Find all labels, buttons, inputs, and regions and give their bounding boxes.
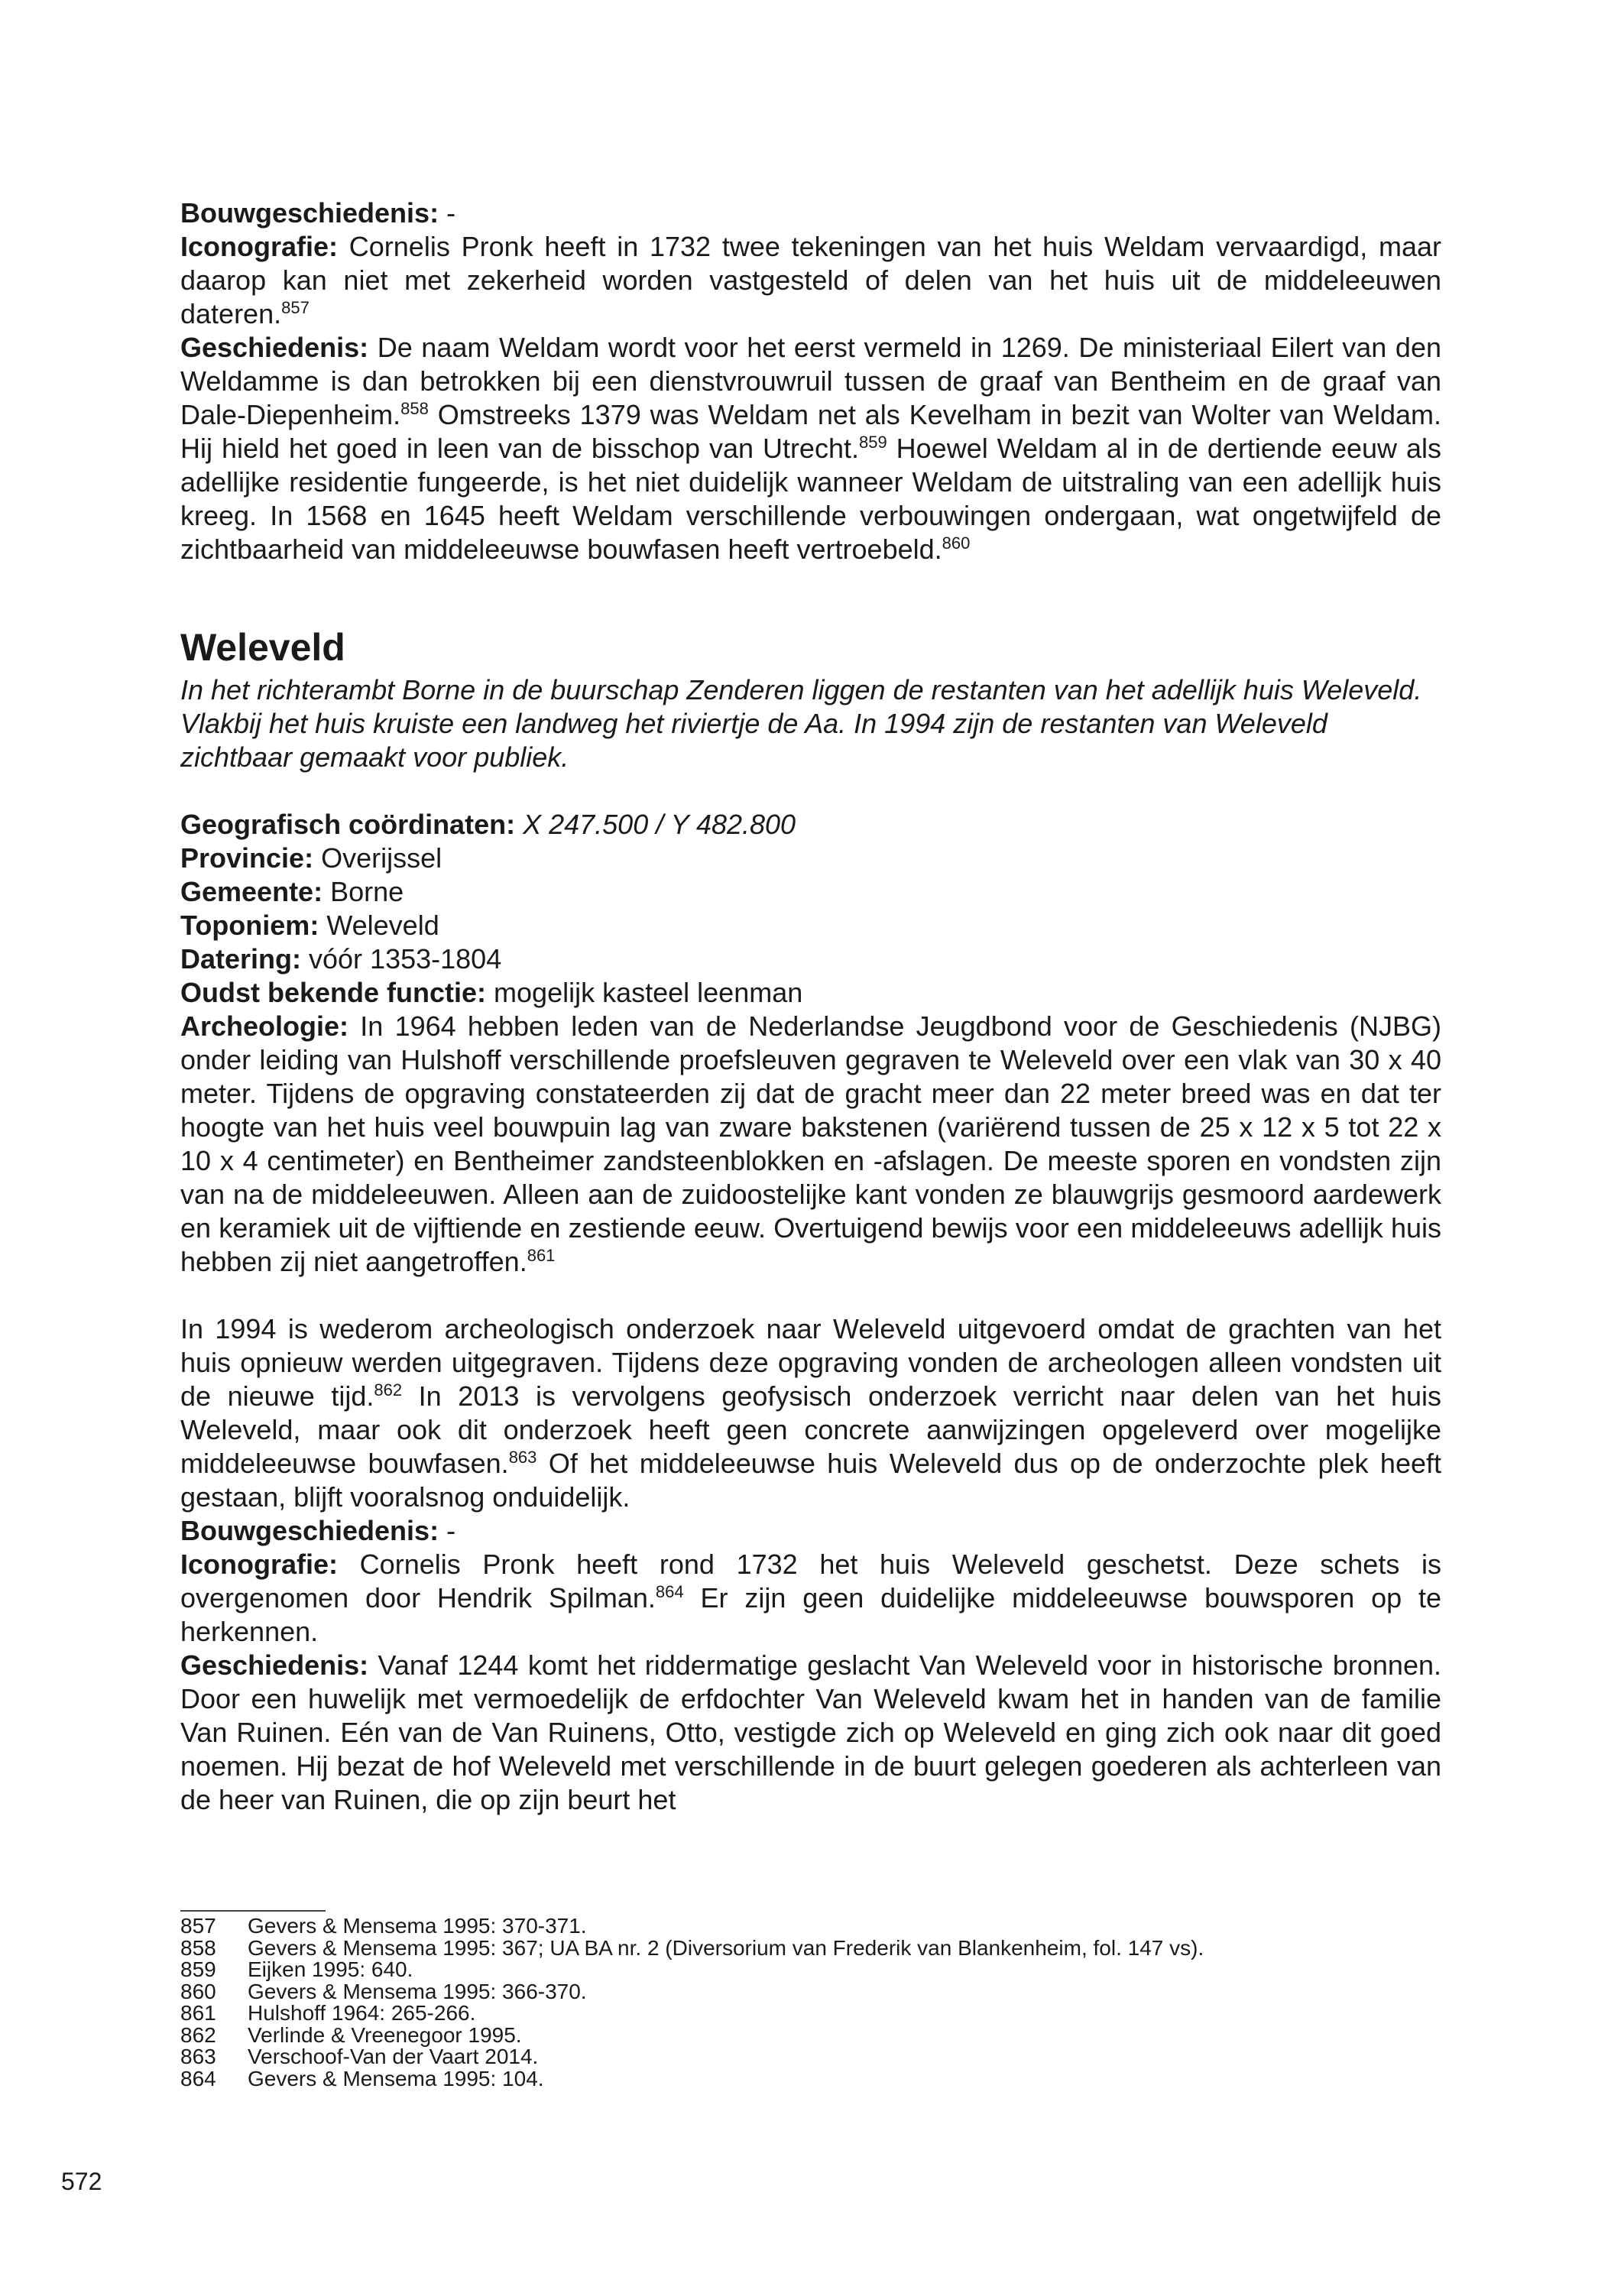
weleveld-facts	[180, 808, 1441, 1279]
footnote-ref: 858	[400, 399, 429, 418]
oudst-bekende-functie	[180, 976, 1441, 1010]
gemeente	[180, 875, 1441, 909]
datering	[180, 942, 1441, 976]
intro-text: In het richterambt Borne in de buurschap Zenderen liggen de restanten van het adellijk huis Weleveld. Vlakbij het huis kruiste een landweg het riviertje de Aa. In 1994 zijn de restanten van Weleveld zichtbaar gemaakt voor publiek.	[180, 674, 1422, 773]
text: Of het middeleeuwse huis Weleveld dus op de onderzochte plek heeft gestaan, blijft vooralsnog onduidelijk.	[180, 1448, 1441, 1513]
text: Hoewel Weldam al in de dertiende eeuw als adellijke residentie fungeerde, is het niet duidelijk wanneer Weldam de uitstraling van een adellijk huis kreeg. In 1568 en 1645 heeft Weldam verschillende verbouwingen ondergaan, wat ongetwijfeld de zichtbaarheid van middeleeuwse bouwfasen heeft vertroebeld.	[180, 433, 1441, 565]
archeologie	[180, 1010, 1441, 1279]
footnotes	[180, 1915, 1441, 2090]
footnote	[180, 1959, 1441, 1981]
footnote-number: 858	[180, 1935, 216, 1960]
footnote-ref: 861	[527, 1246, 556, 1265]
coordinates	[180, 808, 1441, 842]
label: Iconografie:	[180, 1549, 339, 1580]
weldam-iconografie	[180, 230, 1441, 331]
footnote	[180, 1915, 1441, 1938]
value: -	[439, 1515, 456, 1546]
weldam-bouwgeschiedenis	[180, 196, 1441, 230]
footnote-text: Gevers & Mensema 1995: 367; UA BA nr. 2 (Diversorium van Frederik van Blankenheim, fol. 147 vs).	[248, 1935, 1204, 1960]
footnote	[180, 2003, 1441, 2025]
value: vóór 1353-1804	[301, 943, 502, 975]
weleveld-iconografie	[180, 1548, 1441, 1649]
value: X 247.500 / Y 482.800	[515, 809, 796, 840]
footnote-ref: 864	[655, 1582, 684, 1601]
footnote-number: 860	[180, 1979, 216, 2003]
weleveld-onderzoek	[180, 1312, 1441, 1817]
page-number: 572	[61, 2168, 102, 2195]
footnote-ref: 860	[942, 534, 971, 553]
text: Cornelis Pronk heeft in 1732 twee tekeningen van het huis Weldam vervaardigd, maar daarop kan niet met zekerheid worden vastgesteld of delen van het huis uit de middeleeuwen dateren.	[180, 231, 1441, 329]
label: Geschiedenis:	[180, 332, 369, 363]
footnote	[180, 1981, 1441, 2003]
label: Gemeente:	[180, 876, 323, 907]
label: Geschiedenis:	[180, 1649, 369, 1681]
value: -	[439, 197, 456, 229]
footnote-number: 859	[180, 1957, 216, 1981]
label: Toponiem:	[180, 910, 319, 941]
footnote-number: 857	[180, 1914, 216, 1938]
footnote	[180, 1935, 1441, 1960]
footnote-text: Hulshoff 1964: 265-266.	[248, 2001, 476, 2025]
footnote-text: Verschoof-Van der Vaart 2014.	[248, 2045, 539, 2068]
weleveld-intro	[180, 673, 1441, 774]
footnote-text: Gevers & Mensema 1995: 366-370.	[248, 1979, 587, 2003]
footnote-ref: 857	[281, 298, 310, 317]
label: Oudst bekende functie:	[180, 977, 487, 1008]
label: Provincie:	[180, 842, 314, 874]
value: Overijssel	[313, 842, 442, 874]
text: In 1964 hebben leden van de Nederlandse Jeugdbond voor de Geschiedenis (NJBG) onder leiding van Hulshoff verschillende proefsleuven gegraven te Weleveld over een vlak van 30 x 40 meter. Tijdens de opgraving constateerden zij dat de gracht meer dan 22 meter breed was en dat ter hoogte van het huis veel bouwpuin lag van zware bakstenen (variërend tussen de 25 x 12 x 5 tot 22 x 10 x 4 centimeter) en Bentheimer zandsteenblokken en -afslagen. De meeste sporen en vondsten zijn van na de middeleeuwen. Alleen aan de zuidoostelijke kant vonden ze blauwgrijs gesmoord aardewerk en keramiek uit de vijftiende en zestiende eeuw. Overtuigend bewijs voor een middeleeuws adellijk huis hebben zij niet aangetroffen.	[180, 1010, 1441, 1277]
value: Weleveld	[319, 910, 439, 941]
onderzoek-paragraph	[180, 1312, 1441, 1514]
value: Borne	[323, 876, 404, 907]
label: Datering:	[180, 943, 302, 975]
text: In 1994 is wederom archeologisch onderzoek naar Weleveld uitgevoerd omdat de grachten van het huis opnieuw werden uitgegraven. Tijdens deze opgraving vonden de archeologen alleen vondsten uit de nieuwe tijd.	[180, 1313, 1441, 1412]
footnote-text: Gevers & Mensema 1995: 370-371.	[248, 1914, 587, 1938]
footnote-number: 863	[180, 2045, 216, 2068]
footnote-divider	[180, 1910, 326, 1912]
weleveld-geschiedenis	[180, 1649, 1441, 1817]
footnote-number: 862	[180, 2022, 216, 2047]
provincie	[180, 842, 1441, 875]
text: Omstreeks 1379 was Weldam net als Kevelham in bezit van Wolter van Weldam. Hij hield het goed in leen van de bisschop van Utrecht.	[180, 399, 1441, 464]
footnote-ref: 862	[374, 1380, 403, 1399]
label: Geografisch coördinaten:	[180, 809, 516, 840]
text: In 2013 is vervolgens geofysisch onderzoek verricht naar delen van het huis Weleveld, maar ook dit onderzoek heeft geen concrete aanwijzingen opgeleverd over mogelijke middeleeuwse bouwfasen.	[180, 1380, 1441, 1479]
footnote-number: 861	[180, 2001, 216, 2025]
text: Er zijn geen duidelijke middeleeuwse bouwsporen op te herkennen.	[180, 1582, 1441, 1647]
weldam-geschiedenis	[180, 331, 1441, 566]
footnote-ref: 859	[858, 433, 887, 452]
text: Vanaf 1244 komt het riddermatige geslacht Van Weleveld voor in historische bronnen. Door een huwelijk met vermoedelijk de erfdochter Van Weleveld kwam het in handen van de familie Van Ruinen. Eén van de Van Ruinens, Otto, vestigde zich op Weleveld en ging zich ook naar dit goed noemen. Hij bezat de hof Weleveld met verschillende in de buurt gelegen goederen als achterleen van de heer van Ruinen, die op zijn beurt het	[180, 1649, 1441, 1815]
section-heading-weleveld: Weleveld	[180, 626, 345, 669]
text: Cornelis Pronk heeft rond 1732 het huis Weleveld geschetst. Deze schets is overgenomen door Hendrik Spilman.	[180, 1549, 1441, 1614]
label: Iconografie:	[180, 231, 339, 262]
footnote-text: Eijken 1995: 640.	[248, 1957, 413, 1981]
footnote	[180, 2022, 1441, 2047]
label: Bouwgeschiedenis:	[180, 197, 439, 229]
value: mogelijk kasteel leenman	[486, 977, 803, 1008]
label: Bouwgeschiedenis:	[180, 1515, 439, 1546]
footnote	[180, 2068, 1441, 2090]
footnote-text: Gevers & Mensema 1995: 104.	[248, 2066, 544, 2090]
text: De naam Weldam wordt voor het eerst vermeld in 1269. De ministeriaal Eilert van den Weldamme is dan betrokken bij een dienstvrouwruil tussen de graaf van Bentheim en de graaf van Dale-Diepenheim.	[180, 332, 1441, 430]
footnote-ref: 863	[508, 1448, 537, 1467]
weleveld-bouwgeschiedenis	[180, 1514, 1441, 1548]
footnote-text: Verlinde & Vreenegoor 1995.	[248, 2022, 522, 2047]
footnote-number: 864	[180, 2066, 216, 2090]
main-text-column	[180, 196, 1441, 1817]
footnote	[180, 2046, 1441, 2068]
toponiem	[180, 909, 1441, 942]
label: Archeologie:	[180, 1010, 349, 1042]
